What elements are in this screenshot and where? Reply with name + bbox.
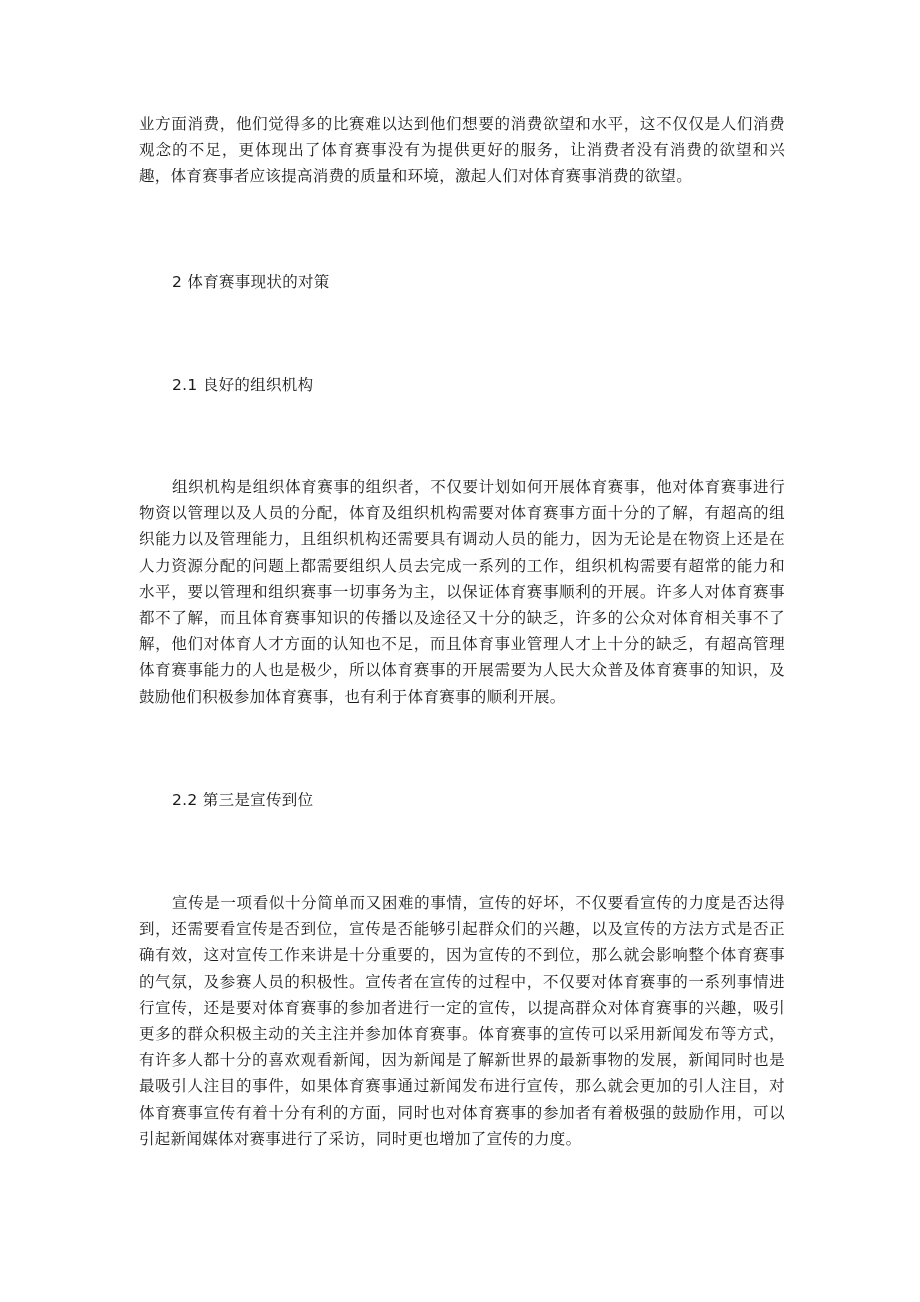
paragraph-2-1: 组织机构是组织体育赛事的组织者，不仅要计划如何开展体育赛事，他对体育赛事进行物资以管理以及人员的分配，体育及组织机构需要对体育赛事方面十分的了解，有超高的组织能力以及管理能力，且组织机构还需要具有调动人员的能力，因为无论是在物资上还是在人力资源分配的问题上都需要组织人员去完成一系列的工作，组织机构需要有超常的能力和水平，要以管理和组织赛事一切事务为主，以保证体育赛事顺利的开展。许多人对体育赛事都不了解，而且体育赛事知识的传播以及途径又十分的缺乏，许多的公众对体育相关事不了解，他们对体育人才方面的认知也不足，而且体育事业管理人才上十分的缺乏，有超高管理体育赛事能力的人也是极少，所以体育赛事的开展需要为人民大众普及体育赛事的知识，及鼓励他们积极参加体育赛事，也有利于体育赛事的顺利开展。 bbox=[139, 478, 785, 706]
section-heading-2: 2 体育赛事现状的对策 bbox=[172, 273, 330, 291]
subsection-heading-2-2: 2.2 第三是宣传到位 bbox=[172, 791, 314, 809]
intro-paragraph: 业方面消费，他们觉得多的比赛难以达到他们想要的消费欲望和水平，这不仅仅是人们消费观念的不足，更体现出了体育赛事没有为提供更好的服务，让消费者没有消费的欲望和兴趣，体育赛事者应该提高消费的质量和环境，激起人们对体育赛事消费的欲望。 bbox=[139, 115, 785, 186]
paragraph-2-2: 宣传是一项看似十分简单而又困难的事情，宣传的好坏，不仅要看宣传的力度是否达得到，还需要看宣传是否到位，宣传是否能够引起群众们的兴趣，以及宣传的方法方式是否正确有效，这对宣传工作来讲是十分重要的，因为宣传的不到位，那么就会影响整个体育赛事的气氛，及参赛人员的积极性。宣传者在宣传的过程中，不仅要对体育赛事的一系列事情进行宣传，还是要对体育赛事的参加者进行一定的宣传，以提高群众对体育赛事的兴趣，吸引更多的群众积极主动的关主注并参加体育赛事。体育赛事的宣传可以采用新闻发布等方式，有许多人都十分的喜欢观看新闻，因为新闻是了解新世界的最新事物的发展，新闻同时也是最吸引人注目的事件，如果体育赛事通过新闻发布进行宣传，那么就会更加的引人注目，对体育赛事宣传有着十分有利的方面，同时也对体育赛事的参加者有着极强的鼓励作用，可以引起新闻媒体对赛事进行了采访，同时更也增加了宣传的力度。 bbox=[139, 894, 785, 1148]
subsection-heading-2-1: 2.1 良好的组织机构 bbox=[172, 376, 314, 394]
